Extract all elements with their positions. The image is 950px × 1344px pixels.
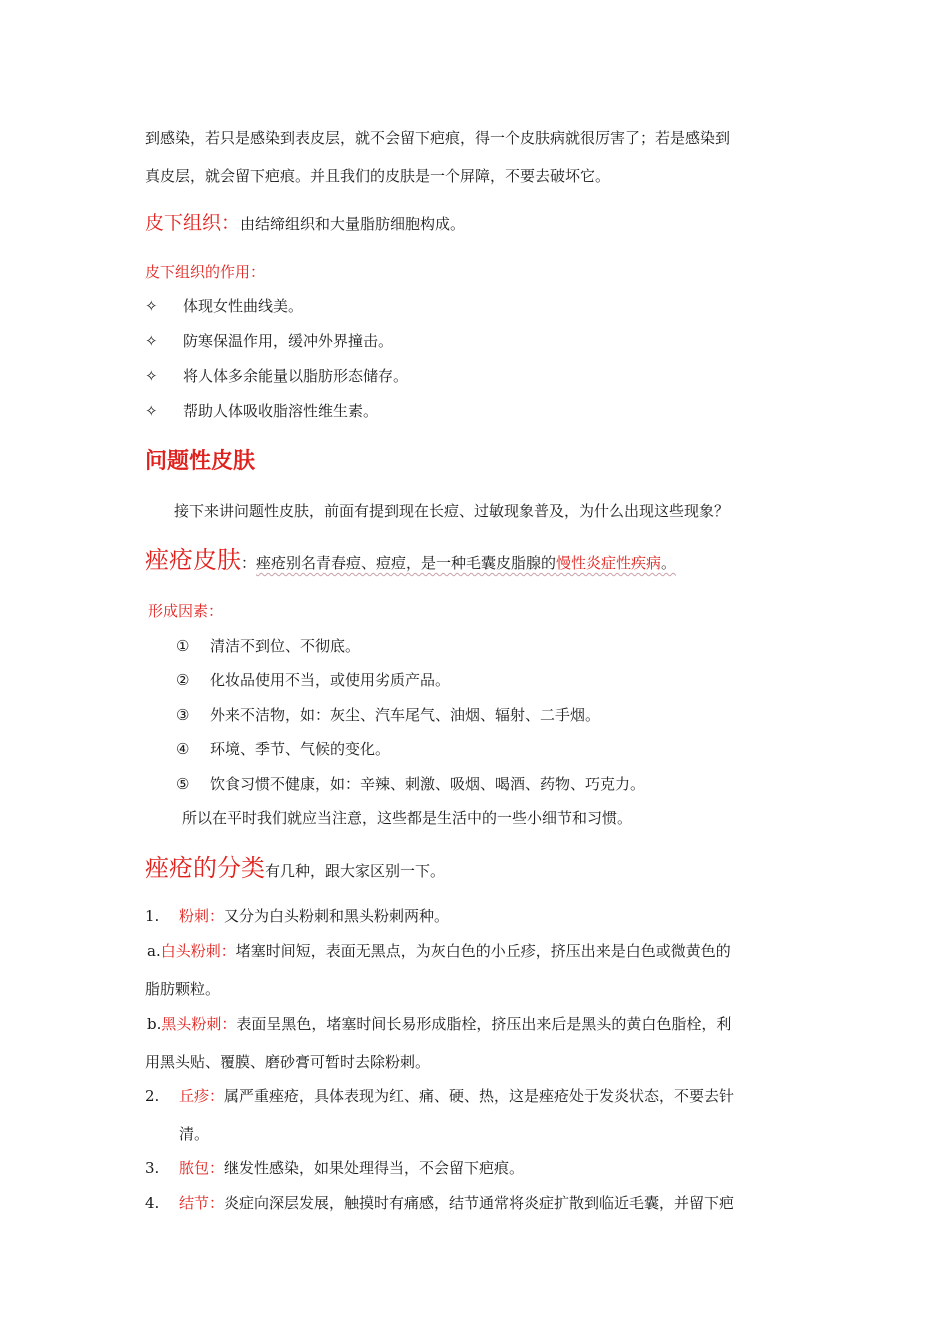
class-item-2 <box>145 1086 734 1106</box>
item-number: 1. <box>145 907 160 925</box>
factor-text: 外来不洁物，如：灰尘、汽车尾气、油烟、辐射、二手烟。 <box>210 706 601 724</box>
circled-number: ⑤ <box>176 775 190 793</box>
acne-title: 痤疮皮肤 <box>145 546 241 574</box>
acne-desc-end: 。 <box>661 554 677 572</box>
item-number: 4. <box>145 1194 160 1212</box>
item-prefix: b. <box>147 1015 162 1033</box>
item-text: 表面呈黑色，堵塞时间长易形成脂栓，挤压出来后是黑头的黄白色脂栓，利 <box>236 1015 732 1033</box>
factor-item <box>176 739 390 759</box>
classification-suffix: 有几种，跟大家区别一下。 <box>265 862 446 880</box>
subcutaneous-desc: 由结缔组织和大量脂肪细胞构成。 <box>240 215 466 233</box>
item-label: 脓包： <box>179 1159 225 1177</box>
factor-text: 饮食习惯不健康，如：辛辣、刺激、吸烟、喝酒、药物、巧克力。 <box>210 775 646 793</box>
item-text: 继发性感染，如果处理得当，不会留下疤痕。 <box>224 1159 525 1177</box>
star-bullet-icon: ✧ <box>145 297 158 315</box>
function-item <box>145 401 378 421</box>
acne-heading-line <box>145 544 676 579</box>
acne-desc-plain: 痤疮别名青春痘、痘痘，是一种毛囊皮脂腺的 <box>256 554 557 572</box>
item-prefix: a. <box>147 942 161 960</box>
star-bullet-icon: ✧ <box>145 402 158 420</box>
star-bullet-icon: ✧ <box>145 367 158 385</box>
circled-number: ③ <box>176 706 190 724</box>
class-item-3 <box>145 1158 524 1178</box>
factor-item <box>176 636 360 656</box>
item-number: 3. <box>145 1159 160 1177</box>
circled-number: ④ <box>176 740 190 758</box>
intro-line-2: 真皮层，就会留下疤痕。并且我们的皮肤是一个屏障，不要去破坏它。 <box>145 167 611 185</box>
factor-text: 清洁不到位、不彻底。 <box>210 637 361 655</box>
class-item-4 <box>145 1193 734 1213</box>
item-number: 2. <box>145 1087 160 1105</box>
class-item-1a <box>147 941 731 961</box>
problem-skin-intro: 接下来讲问题性皮肤，前面有提到现在长痘、过敏现象普及，为什么出现这些现象？ <box>174 502 730 520</box>
function-item <box>145 331 393 351</box>
circled-number: ① <box>176 637 190 655</box>
item-text: 堵塞时间短，表面无黑点，为灰白色的小丘疹，挤压出来是白色或微黄色的 <box>235 942 731 960</box>
item-label: 结节： <box>179 1194 225 1212</box>
item-label: 粉刺： <box>179 907 225 925</box>
acne-desc-highlight: 慢性炎症性疾病 <box>556 554 662 572</box>
function-text: 将人体多余能量以脂肪形态储存。 <box>183 367 409 385</box>
item-label: 黑头粉刺： <box>161 1015 237 1033</box>
item-text: 又分为白头粉刺和黑头粉刺两种。 <box>224 907 450 925</box>
function-text: 帮助人体吸收脂溶性维生素。 <box>183 402 379 420</box>
subcutaneous-title: 皮下组织： <box>145 212 241 234</box>
item-text: 炎症向深层发展，触摸时有痛感，结节通常将炎症扩散到临近毛囊，并留下疤 <box>224 1194 735 1212</box>
factor-item <box>176 705 600 725</box>
factor-item <box>176 670 450 690</box>
classification-heading-line <box>145 852 445 887</box>
factors-summary: 所以在平时我们就应当注意，这些都是生活中的一些小细节和习惯。 <box>182 809 633 827</box>
circled-number: ② <box>176 671 190 689</box>
class-item-1a-cont: 脂肪颗粒。 <box>145 980 221 998</box>
item-label: 白头粉刺： <box>160 942 236 960</box>
class-item-1 <box>145 906 449 926</box>
function-text: 防寒保温作用，缓冲外界撞击。 <box>183 332 394 350</box>
star-bullet-icon: ✧ <box>145 332 158 350</box>
function-item <box>145 296 303 316</box>
factors-title: 形成因素： <box>148 602 224 620</box>
function-item <box>145 366 408 386</box>
subcutaneous-heading-line <box>145 210 465 237</box>
class-item-2-cont: 清。 <box>179 1125 210 1143</box>
function-text: 体现女性曲线美。 <box>183 297 304 315</box>
intro-line-1: 到感染，若只是感染到表皮层，就不会留下疤痕，得一个皮肤病就很厉害了；若是感染到 <box>145 129 731 147</box>
acne-colon: ： <box>241 554 257 572</box>
classification-title: 痤疮的分类 <box>145 854 265 882</box>
subcutaneous-functions-title: 皮下组织的作用： <box>145 263 266 281</box>
item-label: 丘疹： <box>179 1087 225 1105</box>
item-text: 属严重痤疮，具体表现为红、痛、硬、热，这是痤疮处于发炎状态，不要去针 <box>224 1087 735 1105</box>
class-item-1b <box>147 1014 731 1034</box>
factor-text: 环境、季节、气候的变化。 <box>210 740 391 758</box>
acne-description <box>256 554 676 572</box>
class-item-1b-cont: 用黑头贴、覆膜、磨砂膏可暂时去除粉刺。 <box>145 1053 431 1071</box>
factor-item <box>176 774 645 794</box>
problem-skin-title: 问题性皮肤 <box>145 448 256 474</box>
factor-text: 化妆品使用不当，或使用劣质产品。 <box>210 671 451 689</box>
